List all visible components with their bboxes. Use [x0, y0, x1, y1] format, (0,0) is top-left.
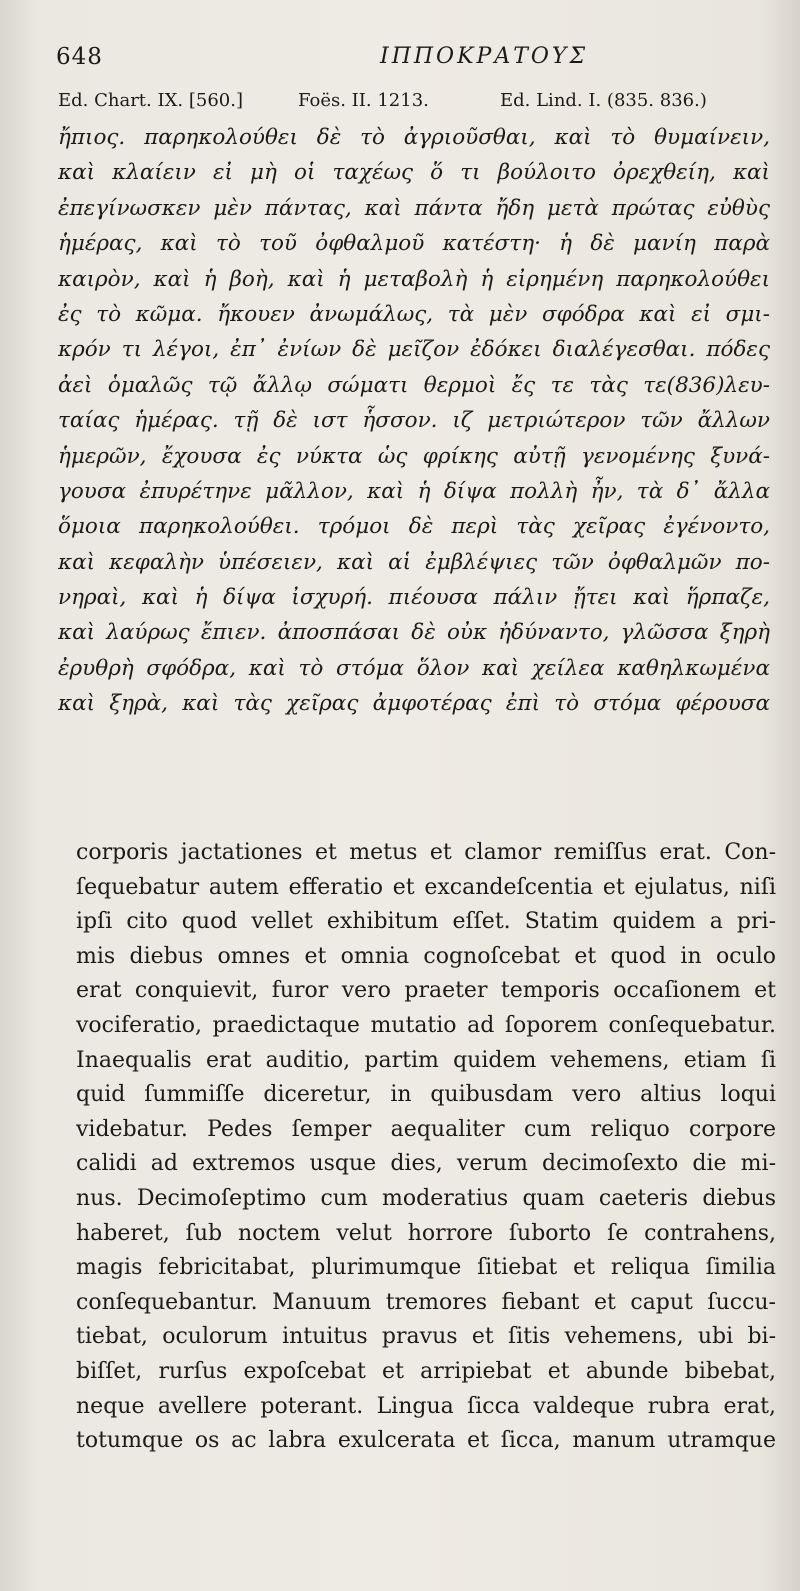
- edition-chart: Ed. Chart. IX. [560.]: [58, 90, 243, 111]
- latin-text-line: haberet, ſub noctem velut horrore ſuborto ſe contrahens,: [76, 1220, 776, 1246]
- greek-text-line: καὶ κλαίειν εἰ μὴ οἱ ταχέως ὅ τι βούλοιτο ὀρεχθείη, καὶ: [58, 160, 770, 186]
- latin-text-line: neque avellere poterant. Lingua ſicca valdeque rubra erat,: [76, 1393, 776, 1419]
- latin-text-line: erat conquievit, furor vero praeter temporis occaſionem et: [76, 978, 776, 1004]
- running-title: ΙΠΠΟΚΡΑΤΟΥΣ: [380, 44, 589, 69]
- latin-text-line: vociferatio, praedictaque mutatio ad ſoporem conſequebatur.: [76, 1012, 776, 1038]
- greek-text-line: καὶ λαύρως ἔπιεν. ἀποσπάσαι δὲ οὐκ ἠδύναντο, γλῶσσα ξηρὴ: [58, 620, 770, 646]
- latin-text-line: magis febricitabat, plurimumque ſitiebat et reliqua ſimilia: [76, 1255, 776, 1281]
- latin-text-line: Inaequalis erat auditio, partim quidem vehemens, etiam ſi: [76, 1047, 776, 1073]
- greek-text-line: ὅμοια παρηκολούθει. τρόμοι δὲ περὶ τὰς χεῖρας ἐγένοντο,: [58, 514, 770, 540]
- greek-text-line: ἐς τὸ κῶμα. ἤκουεν ἀνωμάλως, τὰ μὲν σφόδρα καὶ εἰ σμι-: [58, 301, 770, 327]
- latin-text-line: biſſet, rurſus expoſcebat et arripiebat et abunde bibebat,: [76, 1358, 776, 1384]
- greek-text-line: καιρὸν, καὶ ἡ βοὴ, καὶ ἡ μεταβολὴ ἡ εἰρημένη παρηκολούθει: [58, 266, 770, 292]
- greek-text-line: κρόν τι λέγοι, ἐπ᾽ ἐνίων δὲ μεῖζον ἐδόκει διαλέγεσθαι. πόδες: [58, 337, 770, 363]
- latin-text-line: tiebat, oculorum intuitus pravus et ſitis vehemens, ubi bi-: [76, 1324, 776, 1350]
- greek-text-line: ἡμερῶν, ἔχουσα ἐς νύκτα ὡς φρίκης αὐτῇ γενομένης ξυνά-: [58, 443, 770, 469]
- latin-text-line: corporis jactationes et metus et clamor remiſſus erat. Con-: [76, 840, 776, 865]
- greek-text-line: ἀεὶ ὁμαλῶς τῷ ἄλλῳ σώματι θερμοὶ ἔς τε τὰς τε(836)λευ-: [58, 372, 770, 398]
- latin-text-line: videbatur. Pedes ſemper aequaliter cum reliquo corpore: [76, 1116, 776, 1142]
- latin-text-line: mis diebus omnes et omnia cognoſcebat et quod in oculo: [76, 943, 776, 969]
- latin-text-line: calidi ad extremos usque dies, verum decimoſexto die mi-: [76, 1151, 776, 1177]
- edition-lind: Ed. Lind. I. (835. 836.): [500, 90, 707, 111]
- edition-foes: Foës. II. 1213.: [298, 90, 429, 111]
- greek-text-line: ἐρυθρὴ σφόδρα, καὶ τὸ στόμα ὅλον καὶ χείλεα καθηλκωμένα: [58, 655, 770, 681]
- greek-text-line: ἡμέρας, καὶ τὸ τοῦ ὀφθαλμοῦ κατέστη· ἡ δὲ μανίη παρὰ: [58, 231, 770, 257]
- latin-text-line: ipſi cito quod vellet exhibitum eſſet. Statim quidem a pri-: [76, 909, 776, 935]
- greek-text-line: ταίας ἡμέρας. τῇ δὲ ιστ ἧσσον. ιζ μετριώτερον τῶν ἄλλων: [58, 408, 770, 434]
- latin-text-line: totumque os ac labra exulcerata et ſicca, manum utramque: [76, 1428, 776, 1454]
- greek-text-line: ἤπιος. παρηκολούθει δὲ τὸ ἀγριοῦσθαι, καὶ τὸ θυμαίνειν,: [58, 125, 770, 150]
- greek-text-line: καὶ κεφαλὴν ὑπέσειεν, καὶ αἱ ἐμβλέψιες τῶν ὀφθαλμῶν πο-: [58, 549, 770, 575]
- latin-text-line: quid ſummiſſe diceretur, in quibusdam vero altius loqui: [76, 1082, 776, 1108]
- page-header: [56, 44, 768, 80]
- latin-translation-block: [76, 836, 776, 1459]
- greek-text-line: γουσα ἐπυρέτηνε μᾶλλον, καὶ ἡ δίψα πολλὴ ἦν, τὰ δ᾽ ἄλλα: [58, 478, 770, 504]
- latin-text-line: conſequebantur. Manuum tremores fiebant et caput ſuccu-: [76, 1289, 776, 1315]
- greek-text-line: καὶ ξηρὰ, καὶ τὰς χεῖρας ἀμφοτέρας ἐπὶ τὸ στόμα φέρουσα: [58, 691, 770, 717]
- latin-text-line: ſequebatur autem efferatio et excandeſcentia et ejulatus, niſi: [76, 874, 776, 900]
- page-number: 648: [56, 44, 103, 70]
- greek-text-block: [58, 120, 770, 722]
- greek-text-line: νηραὶ, καὶ ἡ δίψα ἰσχυρή. πιέουσα πάλιν ᾔτει καὶ ἥρπαζε,: [58, 585, 770, 611]
- greek-text-line: ἐπεγίνωσκεν μὲν πάντας, καὶ πάντα ἤδη μετὰ πρώτας εὐθὺς: [58, 195, 770, 221]
- edition-references: [58, 90, 770, 118]
- latin-text-line: nus. Decimoſeptimo cum moderatius quam caeteris diebus: [76, 1185, 776, 1211]
